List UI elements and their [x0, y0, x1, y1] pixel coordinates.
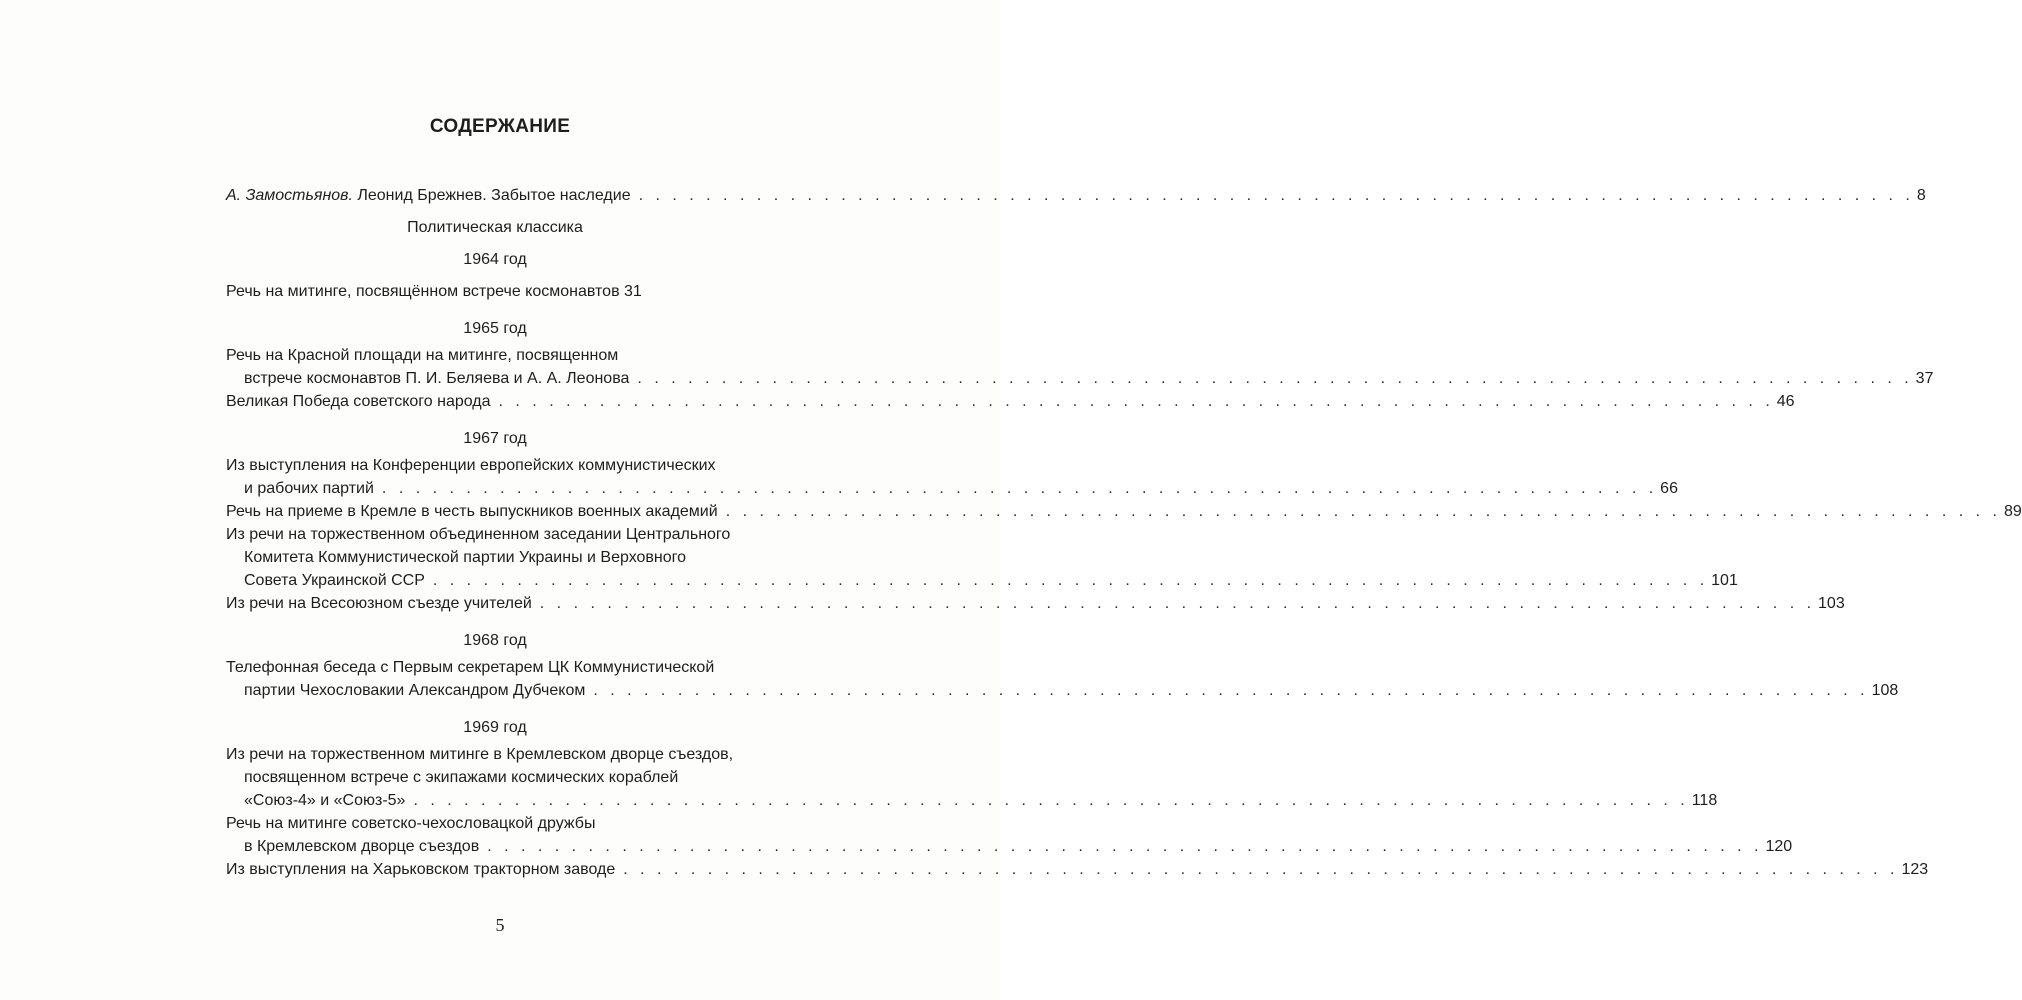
- toc-entry: [226, 743, 1718, 812]
- leader-dots: [382, 477, 1657, 500]
- toc-entry-page: 37: [1915, 370, 1934, 387]
- leader-dots: [637, 367, 1912, 390]
- toc-entry: [226, 523, 1738, 592]
- year-heading: 1967 год: [463, 430, 527, 447]
- year-heading: 1964 год: [463, 251, 527, 268]
- toc-entry-intro: [226, 184, 1926, 207]
- toc-entry: [226, 454, 1678, 500]
- toc-entry-text: в Кремлевском дворце съездов: [244, 838, 480, 855]
- leader-dots: [623, 858, 1898, 881]
- leader-dots: [593, 679, 1868, 702]
- toc-entry: [226, 344, 1934, 390]
- toc-entry: [226, 592, 1845, 615]
- leader-dots: [487, 835, 1762, 858]
- leader-dots: [499, 390, 1774, 413]
- toc-entry-page: 101: [1711, 572, 1738, 589]
- year-heading: 1965 год: [463, 320, 527, 337]
- toc-entry-text: Речь на Красной площади на митинге, посвященном: [226, 347, 619, 364]
- year-heading: 1968 год: [463, 632, 527, 649]
- toc-entry-text: Речь на митинге советско-чехословацкой дружбы: [226, 815, 596, 832]
- leader-dots: [726, 500, 2001, 523]
- toc-entry: [226, 656, 1899, 702]
- years-list: [226, 248, 2022, 881]
- year-heading: 1969 год: [463, 719, 527, 736]
- intro-page: 8: [1916, 187, 1926, 204]
- toc-entry-page: 108: [1871, 682, 1899, 699]
- toc-entry-text: посвященном встрече с экипажами космических кораблей: [244, 769, 679, 786]
- toc-entry-page: 66: [1660, 480, 1678, 497]
- toc-entry-text: Великая Победа советского народа: [226, 393, 491, 410]
- toc-entry-text: партии Чехословакии Александром Дубчеком: [244, 682, 586, 699]
- toc-entry-text: встрече космонавтов П. И. Беляева и А. А. Леонова: [244, 370, 630, 387]
- toc-entry-text: Совета Украинской ССР: [244, 572, 425, 589]
- toc-entry-text: Комитета Коммунистической партии Украины и Верховного: [244, 549, 687, 566]
- toc-entry-page: 120: [1765, 838, 1793, 855]
- leader-dots: [639, 184, 1914, 207]
- toc-entry-text: Из выступления на Конференции европейских коммунистических: [226, 457, 716, 474]
- toc-entry-page: 123: [1901, 861, 1929, 878]
- page-number: 5: [495, 915, 505, 935]
- toc-entry: [226, 812, 1793, 858]
- toc-entry-text: Телефонная беседа с Первым секретарем ЦК Коммунистической: [226, 659, 715, 676]
- toc-entry-page: 118: [1691, 792, 1718, 809]
- toc-entry-text: Из выступления на Харьковском тракторном заводе: [226, 861, 616, 878]
- toc-entry-text: Речь на приеме в Кремле в честь выпускников военных академий: [226, 503, 718, 520]
- toc-entry: [226, 390, 1795, 413]
- toc-entry-page: 89: [2003, 503, 2022, 520]
- intro-author: А. Замостьянов.: [226, 187, 353, 204]
- toc-entry-text: Из речи на торжественном митинге в Кремлевском дворце съездов,: [226, 746, 734, 763]
- toc-entry-text: Из речи на Всесоюзном съезде учителей: [226, 595, 532, 612]
- toc-entry: [226, 280, 764, 303]
- leader-dots: [433, 569, 1708, 592]
- toc-entry-text: и рабочих партий: [244, 480, 374, 497]
- leader-dots: [413, 789, 1688, 812]
- leader-dots: [540, 592, 1815, 615]
- toc-entry: [226, 858, 1929, 881]
- toc-entry: [226, 500, 2022, 523]
- toc-entry-page: 46: [1776, 393, 1795, 410]
- toc-entry-text: Из речи на торжественном объединенном заседании Центрального: [226, 526, 731, 543]
- page-title: СОДЕРЖАНИЕ: [429, 116, 571, 137]
- toc-entry-text: Речь на митинге, посвящённом встрече космонавтов 31: [226, 283, 642, 300]
- toc-entry-text: «Союз-4» и «Союз-5»: [244, 792, 406, 809]
- table-of-contents: [226, 184, 2022, 881]
- toc-entry-page: 103: [1818, 595, 1845, 612]
- intro-title: Леонид Брежнев. Забытое наследие: [352, 187, 631, 204]
- section-heading: Политическая классика: [407, 219, 583, 236]
